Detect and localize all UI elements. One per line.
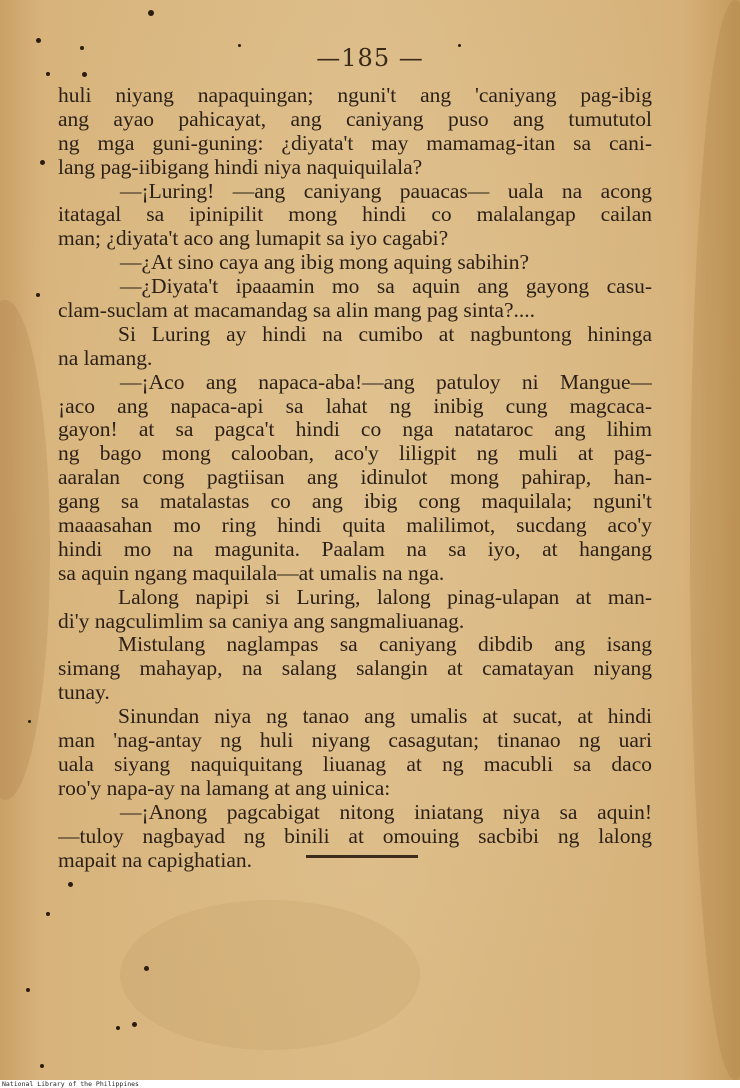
text-line: ang ayao pahicayat, ang caniyang puso ang tumututol bbox=[58, 107, 652, 131]
ink-speck bbox=[148, 10, 154, 16]
text-line: uala siyang naquiquitang liuanag at ng macubli sa daco bbox=[58, 752, 652, 776]
paper-stain bbox=[120, 900, 420, 1050]
ink-speck bbox=[68, 882, 73, 887]
ink-speck bbox=[28, 720, 31, 723]
text-line: —¡Luring! —ang caniyang pauacas— uala na acong bbox=[120, 179, 652, 203]
text-line: gang sa matalastas co ang ibig cong maquilala; nguni't bbox=[58, 490, 652, 514]
text-line: clam-suclam at macamandag sa alin mang pag sinta?.... bbox=[58, 299, 535, 323]
text-line: tunay. bbox=[58, 681, 110, 705]
ink-speck bbox=[36, 293, 40, 297]
text-line: —¡Anong pagcabigat nitong iniatang niya sa aquin! bbox=[120, 800, 652, 824]
text-line: hindi mo na magunita. Paalam na sa iyo, at hangang bbox=[58, 537, 652, 561]
closing-rule bbox=[306, 855, 418, 858]
text-line: man; ¿diyata't aco ang lumapit sa iyo cagabi? bbox=[58, 227, 449, 251]
text-line: ng mga guni-guning: ¿diyata't may mamamag-itan sa cani- bbox=[58, 131, 652, 155]
body-text bbox=[58, 84, 652, 872]
text-line: lang pag-iibigang hindi niya naquiquilala? bbox=[58, 155, 423, 179]
edge-stain-right bbox=[690, 0, 740, 1080]
text-line: gayon! at sa pagca't hindi co nga natataroc ang lihim bbox=[58, 418, 652, 442]
ink-speck bbox=[46, 912, 50, 916]
text-line: ¡aco ang napaca-api sa lahat ng inibig cung magcaca- bbox=[58, 394, 652, 418]
text-line: —¡Aco ang napaca-aba!—ang patuloy ni Mangue— bbox=[120, 370, 652, 394]
page-number: —185 — bbox=[316, 44, 424, 72]
text-line: —tuloy nagbayad ng binili at omouing sacbibi ng lalong bbox=[58, 824, 652, 848]
text-line: itatagal sa ipinipilit mong hindi co malalangap cailan bbox=[58, 203, 652, 227]
ink-speck bbox=[144, 966, 149, 971]
text-line: roo'y napa-ay na lamang at ang uinica: bbox=[58, 776, 391, 800]
ink-speck bbox=[40, 1064, 44, 1068]
footer-bar bbox=[0, 1080, 740, 1088]
text-line: simang mahayap, na salang salangin at camatayan niyang bbox=[58, 657, 652, 681]
ink-speck bbox=[82, 72, 87, 77]
text-line: man 'nag-antay ng huli niyang casagutan; tinanao ng uari bbox=[58, 729, 652, 753]
text-line: —¿Diyata't ipaaamin mo sa aquin ang gayong casu- bbox=[120, 275, 652, 299]
text-line: na lamang. bbox=[58, 346, 153, 370]
text-line: maaasahan mo ring hindi quita malilimot, sucdang aco'y bbox=[58, 514, 652, 538]
ink-speck bbox=[26, 988, 30, 992]
text-line: sa aquin ngang maquilala—at umalis na nga. bbox=[58, 561, 445, 585]
text-line: huli niyang napaquingan; nguni't ang 'caniyang pag-ibig bbox=[58, 84, 652, 107]
text-line: aaralan cong pagtiisan ang idinulot mong pahirap, han- bbox=[58, 466, 652, 490]
text-line: Lalong napipi si Luring, lalong pinag-ulapan at man- bbox=[118, 585, 652, 609]
edge-stain-left bbox=[0, 300, 50, 800]
text-line: di'y nagculimlim sa caniya ang sangmaliuanag. bbox=[58, 609, 465, 633]
ink-speck bbox=[40, 160, 45, 165]
ink-speck bbox=[46, 72, 50, 76]
ink-speck bbox=[132, 1022, 137, 1027]
text-line: mapait na capighatian. bbox=[58, 848, 253, 872]
ink-speck bbox=[116, 1026, 120, 1030]
footer-credit: National Library of the Philippines bbox=[2, 1080, 139, 1088]
text-line: Mistulang naglampas sa caniyang dibdib ang isang bbox=[118, 633, 652, 657]
ink-speck bbox=[36, 38, 41, 43]
text-line: Si Luring ay hindi na cumibo at nagbuntong hininga bbox=[118, 322, 652, 346]
text-line: ng bago mong calooban, aco'y liligpit ng muli at pag- bbox=[58, 442, 652, 466]
text-line: —¿At sino caya ang ibig mong aquing sabihin? bbox=[120, 251, 530, 275]
text-line: Sinundan niya ng tanao ang umalis at sucat, at hindi bbox=[118, 705, 652, 729]
